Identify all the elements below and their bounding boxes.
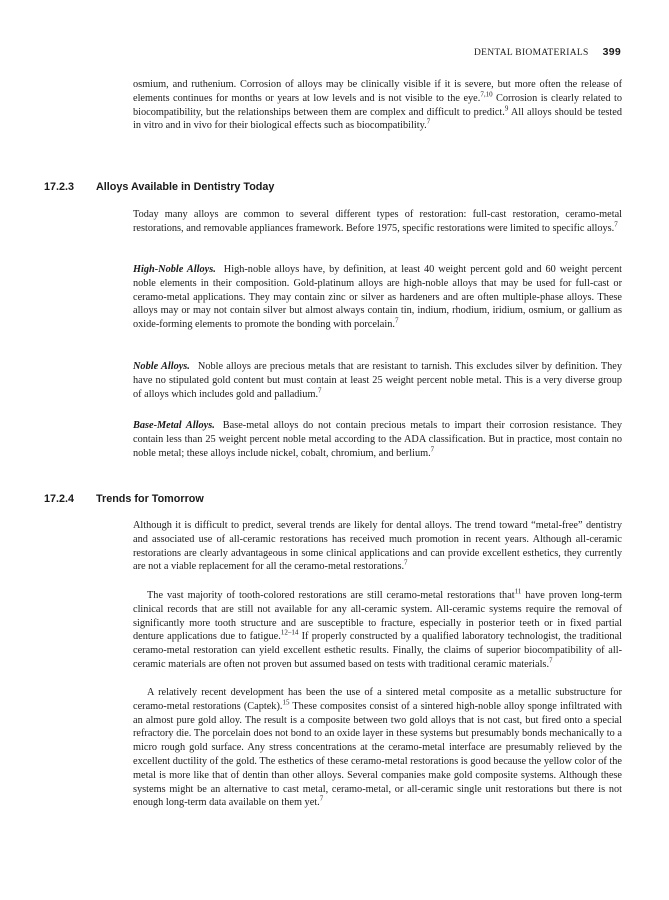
citation-ref: 7	[549, 656, 553, 665]
base-metal-paragraph	[133, 419, 622, 460]
section-heading-17-2-4	[44, 493, 204, 505]
high-noble-paragraph	[133, 263, 622, 332]
alloys-intro-paragraph	[133, 208, 622, 236]
run-in-heading: Base-Metal Alloys.	[133, 420, 215, 431]
paragraph-text: High-noble alloys have, by definition, at least 40 weight percent gold and 60 weight percent noble elements in their composition. Gold-platinum alloys are high-noble alloys that may be used for full-cast or ceramo-metal applications. They may contain zinc or silver as hardeners and are often multiple-phase alloys. These alloys may or may not contain silver but almost always contain tin, indium, rhodium, iridium, osmium, or gallium as oxide-forming elements to promote the bonding with porcelain.	[133, 264, 622, 331]
page-number: 399	[602, 46, 621, 58]
noble-paragraph	[133, 360, 622, 401]
paragraph-text: Base-metal alloys do not contain precious metals to impart their corrosion resistance. They contain less than 25 weight percent noble metal according to the ADA classification. But in practice, most contain no noble metal; these alloys include nickel, cobalt, chromium, and berlium.	[133, 420, 622, 459]
paragraph-text: have proven long-term clinical records that are still not available for any all-ceramic system. All-ceramic systems require the removal of significantly more tooth structure and are susceptible to fracture, especially in posterior teeth or in fixed partial denture applications due to fatigue.	[133, 590, 622, 643]
citation-ref: 9	[504, 104, 509, 113]
paragraph-text: Today many alloys are common to several different types of restoration: full-cast restoration, ceramo-metal restorations, and removable appliances framework. Before 1975, specific restorations were limited to specific alloys.	[133, 209, 622, 234]
paragraph-text: Although it is difficult to predict, several trends are likely for dental alloys. The trend toward “metal-free” dentistry and associated use of all-ceramic restorations has received much promotion in recent years. Although all-ceramic restorations are clearly advantageous in some clinical applications and can provide excellent esthetics, they currently are not a viable replacement for all the ceramo-metal restorations.	[133, 520, 622, 573]
citation-ref: 7	[614, 220, 618, 229]
running-head	[474, 46, 621, 58]
run-in-heading: Noble Alloys.	[133, 361, 190, 372]
citation-ref: 7	[394, 316, 399, 325]
paragraph-text: The vast majority of tooth-colored restorations are still ceramo-metal restorations that	[147, 590, 515, 601]
citation-ref: 12–14	[280, 628, 299, 637]
citation-ref: 7	[404, 558, 408, 567]
citation-ref: 7	[430, 445, 435, 454]
running-title: DENTAL BIOMATERIALS	[473, 48, 589, 58]
citation-ref: 7	[318, 386, 322, 395]
section-number: 17.2.3	[44, 181, 75, 193]
trends-paragraph-1	[133, 519, 622, 574]
citation-ref: 7	[319, 794, 324, 803]
citation-ref: 11	[514, 587, 522, 596]
trends-paragraph-3	[133, 686, 622, 810]
intro-paragraph	[133, 78, 622, 133]
paragraph-text: These composites consist of a sintered high-noble alloy sponge infiltrated with an almost pure gold alloy. The result is a composite between two gold alloys that is not cast, but fired onto a special refractory die. The porcelain does not bond to an oxide layer in these systems but presumably bonds mechanically to a micro rough gold surface. Any stress concentrations at the ceramo-metal interface are presumably relieved by the excellent ductility of the gold. The esthetics of these ceramo-metal restorations is good because the yellow color of the metal is more like that of dentin than other alloys. Several companies make gold composite systems. Although these systems might be an alternative to cast metal, ceramo-metal, or all-ceramic single unit restorations but there is not enough long-term data available on them yet.	[133, 700, 622, 809]
paragraph-text: A relatively recent development has been the use of a sintered metal composite as a metallic substructure for ceramo-metal restorations (Captek).	[133, 687, 622, 712]
intro-text-2: Corrosion is clearly related to biocompatibility, but the relationships between them are complex and difficult to predict.	[133, 92, 622, 118]
trends-paragraph-2	[133, 589, 622, 672]
section-title: Trends for Tomorrow	[96, 493, 204, 505]
section-title: Alloys Available in Dentistry Today	[96, 181, 275, 193]
paragraph-text: Noble alloys are precious metals that are resistant to tarnish. This excludes silver by definition. They have no stipulated gold content but must contain at least 25 weight percent noble metal. This is a very diverse group of alloys which includes gold and palladium.	[133, 361, 622, 400]
citation-ref: 15	[282, 698, 290, 707]
citation-ref: 7	[426, 117, 431, 126]
citation-ref: 7,10	[480, 90, 493, 99]
intro-text-3: All alloys should be tested in vitro and in vivo for their biological effects such as biocompatibility.	[133, 106, 622, 132]
section-heading-17-2-3	[44, 181, 274, 193]
intro-text-1: osmium, and ruthenium. Corrosion of alloys may be clinically visible if it is severe, but more often the release of elements continues for months or years at low levels and is not visible to the eye.	[133, 79, 622, 104]
section-number: 17.2.4	[44, 493, 75, 505]
run-in-heading: High-Noble Alloys.	[133, 264, 216, 275]
paragraph-text: If properly constructed by a qualified laboratory technologist, the traditional ceramo-metal restoration can yield excellent esthetic results. Finally, the claims of superior biocompatibility of all-ceramic materials are often not proven but assumed based on tests with traditional ceramic materials.	[133, 631, 622, 670]
